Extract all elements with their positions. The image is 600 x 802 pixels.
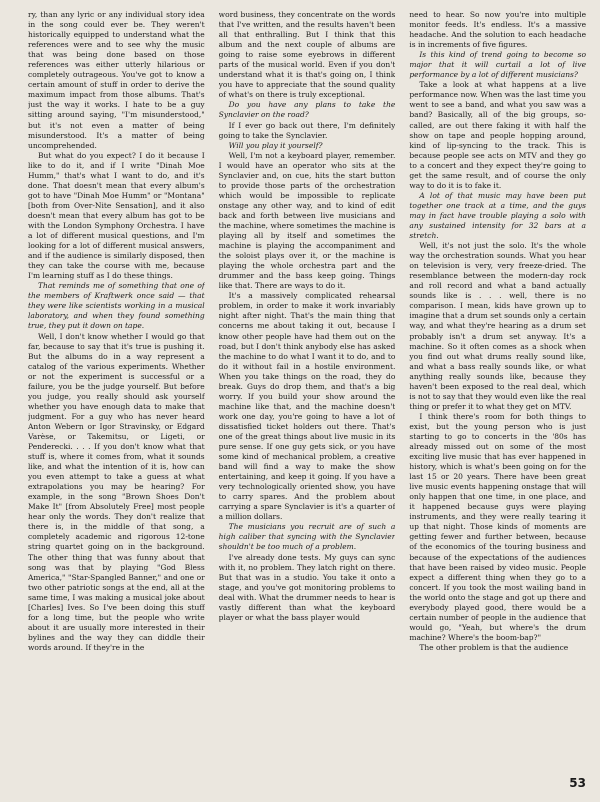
answer-paragraph: The other problem is that the audience [419, 642, 569, 652]
answer-paragraph: Well, it's not just the solo. It's the whole way the orchestration sounds. What you hear on television is very, very freeze-dried. The resemblance between the modern-day rock and roll record and what a band actually sounds like is . . . well, there is no comparison. I mean, kids have grown up to imagine that a drum set sounds only a certain way, and what they're hearing as a drum set probably isn't a drum set anyway. It's a machine. So it often comes as a shock when you find out what drums really sound like, and what a bass really sounds like, or what anything really sounds like, because they haven't been exposed to the real deal, which is not to say that they would even like the real thing or prefer it to what they get on MTV. [409, 241, 587, 411]
article-columns [28, 10, 586, 776]
answer-paragraph: I think there's room for both things to exist, but the young person who is just starting to go to concerts in the '80s has already missed out on some of the most exciting live music that has ever happened in history, which is what's been going on for the last 15 or 20 years. There have been great live music events happening onstage that will only happen that one time, in one place, and it happened because guys were playing instruments, and they were really tearing it up that night. Those kinds of moments are getting fewer and further between, because of the economics of the touring business and because of the expectations of the audiences that have been raised by video music. People expect a different thing when they go to a concert. If you took the most wailing band in the world onto the stage and got up there and everybody played good, there would be a certain number of people in the audience that would go, "Yeah, but where's the drum machine? Where's the boom-bap?" [409, 411, 587, 642]
answer-paragraph: need to hear. So now you're into multiple monitor feeds. It's endless. It's a massive headache. And the solution to each headache is in increments of five figures. [409, 10, 587, 50]
answer-paragraph: If I ever go back out there, I'm definitely going to take the Synclavier. [218, 120, 396, 140]
answer-paragraph: But what do you expect? I do it because I like to do it, and if I write "Dinah Moe Humm," that's what I want to do, and it's done. That doesn't mean that every album's got to have "Dinah Moe Humm" or "Montana" [both from Over-Nite Sensation], and it also doesn't mean that every album has got to be with the London Symphony Orchestra. I have a lot of different musical questions, and I'm looking for a lot of different musical answers, and if the audience is similarly disposed, then they can take the course with me, because I'm learning stuff as I do these things. [28, 150, 205, 281]
answer-paragraph: Take a look at what happens at a live performance now. When was the last time you went to see a band, and what you saw was a band? Basically, all of the big groups, so-called, are out there faking it with half the show on tape and people hopping around, kind of lip-syncing to the track. This is because people see acts on MTV and they go to a concert and they expect they're going to get the same result, and of course the only way to do it is to fake it. [409, 80, 587, 190]
interview-question: Do you have any plans to take the Synclavier on the road? [218, 100, 396, 120]
answer-paragraph: Well, I'm not a keyboard player, remember. I would have an operator who sits at the Synclavier and, on cue, hits the start button to provide those parts of the orchestration which would be impossible to replicate onstage any other way, and to kind of edit back and forth between live musicians and the machine, where sometimes the machine is playing all by itself and sometimes the machine is playing the accompaniment and the soloist plays over it, or the machine is playing the whole orchestra part and the drummer and the bass keep going. Things like that. There are ways to do it. [218, 150, 396, 291]
answer-paragraph: It's a massively complicated rehearsal problem, in order to make it work invariably night after night. That's the main thing that concerns me about taking it out, because I know other people have had them out on the road, but I don't think anybody else has asked the machine to do what I want it to do, and to do it without fail in a hostile environment. When you take things on the road, they do break. Guys do drop them, and that's a big worry. If you build your show around the machine like that, and the machine doesn't work one day, you're going to have a lot of dissatisfied ticket holders out there. That's one of the great things about live music in its pure sense. If one guy gets sick, or you have some kind of mechanical problem, a creative band will find a way to make the show entertaining, and keep it going. If you have a very technologically oriented show, you have to carry spares. And the problem about carrying a spare Synclavier is it's a quarter of a million dollars. [218, 291, 396, 522]
column-2 [219, 10, 396, 776]
interview-question: Is this kind of trend going to become so major that it will curtail a lot of live performance by a lot of different musicians? [409, 50, 587, 80]
interview-question: That reminds me of something that one of the members of Kraftwerk once said — that they were like scientists working in a musical laboratory, and when they found something true, they put it down on tape. [28, 281, 205, 331]
page-number: 53 [569, 776, 586, 790]
column-3 [409, 10, 586, 776]
answer-paragraph: I've already done tests. My guys can sync with it, no problem. They latch right on there. But that was in a studio. You take it onto a stage, and you've got monitoring problems to deal with. What the drummer needs to hear is vastly different than what the keyboard player or what the bass player would [218, 552, 396, 622]
interview-question: Will you play it yourself? [228, 140, 323, 150]
answer-paragraph: ry, than any lyric or any individual story idea in the song could ever be. They weren't historically equipped to understand what the references were and to see why the music that was being done based on those references was either utterly hilarious or completely outrageous. You've got to know a certain amount of stuff in order to derive the maximum impact from those albums. That's just the way it works. I hate to be a guy sitting around saying, "I'm misunderstood," but it's not even a matter of being misunderstood. It's a matter of being uncomprehended. [28, 10, 205, 150]
answer-paragraph: word business, they concentrate on the words that I've written, and the results haven't been all that enthralling. But I think that this album and the next couple of albums are going to raise some eyebrows in different parts of the musical world. Even if you don't understand what it is that's going on, I think you have to appreciate that the sound quality of what's on there is truly exceptional. [218, 10, 396, 100]
answer-paragraph: Well, I don't know whether I would go that far, because to say that it's true is pushing it. But the albums do in a way represent a catalog of the various experiments. Whether or not the experiment is successful or a failure, you be the judge yourself. But before you judge, you really should ask yourself whether you have enough data to make that judgment. For a guy who has never heard Anton Webern or Igor Stravinsky, or Edgard Varèse, or Takemitsu, or Ligeti, or Penderecki. . . . If you don't know what that stuff is, where it comes from, what it sounds like, and what the intention of it is, how can you even attempt to take a guess at what extrapolations you may be hearing? For example, in the song "Brown Shoes Don't Make It" [from Absolutely Free] most people hear only the words. They don't realize that there is, in the middle of that song, a completely academic and rigorous 12-tone string quartet going on in the background. The other thing that was funny about that song was that by playing "God Bless America," "Star-Spangled Banner," and one or two other patriotic songs at the end, all at the same time, I was making a musical joke about [Charles] Ives. So I've been doing this stuff for a long time, but the people who write about it are usually more interested in their bylines and the way they can diddle their words around. If they're in the [28, 331, 205, 652]
interview-question: A lot of that music may have been put together one track at a time, and the guys may in fact have trouble playing a solo with any sustained intensity for 32 bars at a stretch. [409, 190, 587, 241]
interview-question: The musicians you recruit are of such a high caliber that syncing with the Synclavier shouldn't be too much of a problem. [218, 522, 396, 552]
column-1 [28, 10, 205, 776]
